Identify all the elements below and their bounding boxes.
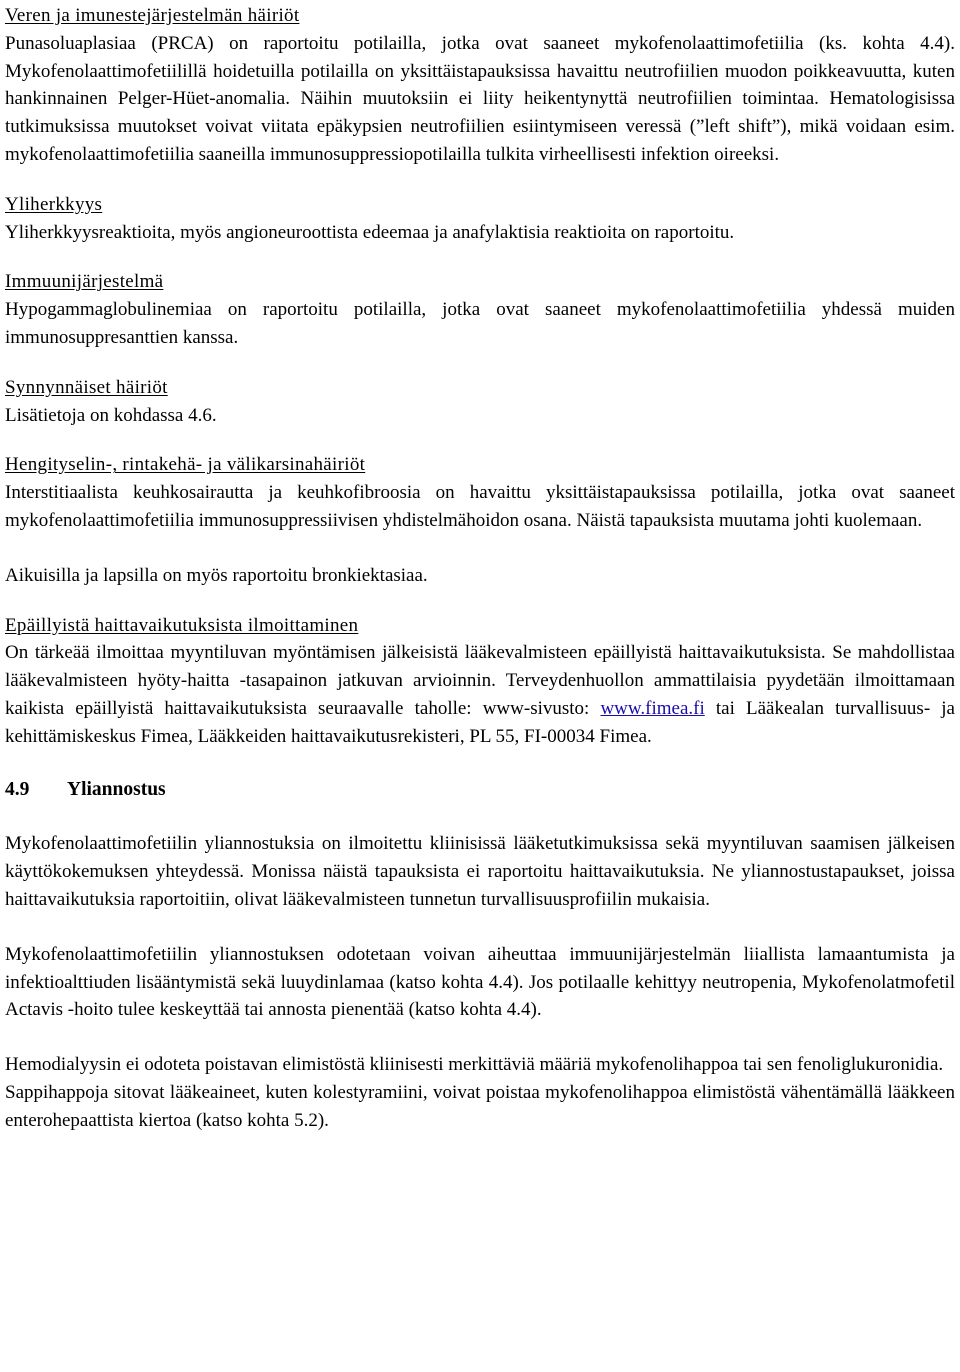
section-respiratory: [5, 451, 955, 589]
section-congenital: [5, 374, 955, 430]
section-title-text: Yliannostus: [67, 778, 166, 800]
overdose-paragraph: Mykofenolaattimofetiilin yliannostuksia on ilmoitettu kliinisissä lääketutkimuksissa sekä myyntiluvan saamisen jälkeisen käyttökokemuksen yhteydessä. Monissa näistä tapauksista ei raportoitu haittavaikutuksia. Ne yliannostustapaukset, joissa haittavaikutuksia raportoitiin, olivat lääkevalmisteen tunnetun turvallisuusprofiilin mukaisia.: [5, 833, 955, 910]
section-body: Punasoluaplasiaa (PRCA) on raportoitu potilailla, jotka ovat saaneet mykofenolaattimofetiilia (ks. kohta 4.4). Mykofenolaattimofetiilillä hoidetuilla potilailla on yksittäistapauksissa havaittu neutrofiilien muodon poikkeavuutta, kuten hankinnainen Pelger-Hüet-anomalia. Näihin muutoksiin ei liity heikentynyttä neutrofiilien toimintaa. Hematologisissa tutkimuksissa muutokset voivat viitata epäkypsien neutrofiilien esiintymiseen veressä (”left shift”), mikä voidaan esim. mykofenolaattimofetiilia saaneilla immunosuppressiopotilailla tulkita virheellisesti infektion oireeksi.: [5, 32, 955, 165]
section-hypersensitivity: [5, 191, 955, 247]
section-immune-system: [5, 268, 955, 351]
section-heading: Epäillyistä haittavaikutuksista ilmoittaminen: [5, 614, 359, 636]
section-heading: Veren ja imunestejärjestelmän häiriöt: [5, 5, 300, 26]
overdose-paragraph: Sappihappoja sitovat lääkeaineet, kuten kolestyramiini, voivat poistaa mykofenolihappoa elimistöstä vähentämällä lääkkeen enterohepaattista kiertoa (katso kohta 5.2).: [5, 1081, 955, 1131]
section-heading: Yliherkkyys: [5, 193, 103, 215]
document-page: [5, 2, 955, 1135]
section-title-overdose: [5, 776, 955, 804]
fimea-link[interactable]: www.fimea.fi: [600, 697, 705, 719]
section-heading: Immuunijärjestelmä: [5, 271, 164, 293]
section-reporting: [5, 612, 955, 751]
reporting-text-before: On tärkeää ilmoittaa myyntiluvan myöntämisen jälkeisistä lääkevalmisteen epäillyistä haittavaikutuksista. Se mahdollistaa lääkevalmisteen hyöty-haitta -tasapainon jatkuvan arvioinnin. Terveydenhuollon ammattilaisia pyydetään ilmoittamaan kaikista epäillyistä haittavaikutuksista seuraavalle taholle: www-sivusto:: [5, 642, 955, 719]
section-body: Lisätietoja on kohdassa 4.6.: [5, 404, 217, 426]
overdose-paragraph: Mykofenolaattimofetiilin yliannostuksen odotetaan voivan aiheuttaa immuunijärjestelmän liiallista lamaantumista ja infektioalttiuden lisääntymistä sekä luuydinlamaa (katso kohta 4.4). Jos potilaalle kehittyy neutropenia, Mykofenolatmofetil Actavis -hoito tulee keskeyttää tai annosta pienentää (katso kohta 4.4).: [5, 943, 955, 1021]
section-body: Yliherkkyysreaktioita, myös angioneuroottista edeemaa ja anafylaktisia reaktioita on raportoitu.: [5, 221, 735, 243]
overdose-paragraph: Hemodialyysin ei odoteta poistavan elimistöstä kliinisesti merkittäviä määriä mykofenolihappoa tai sen fenoliglukuronidia.: [5, 1054, 944, 1076]
section-body: Hypogammaglobulinemiaa on raportoitu potilailla, jotka ovat saaneet mykofenolaattimofetiilia yhdessä muiden immunosuppresanttien kanssa.: [5, 299, 955, 348]
section-heading: Hengityselin-, rintakehä- ja välikarsinahäiriöt: [5, 454, 366, 476]
reporting-text-after: tai Lääkealan turvallisuus- ja kehittämiskeskus Fimea, Lääkkeiden haittavaikutusrekisteri, PL 55, FI-00034 Fimea.: [5, 697, 955, 747]
section-heading: Synnynnäiset häiriöt: [5, 376, 168, 398]
section-number: 4.9: [5, 778, 30, 800]
section-blood-disorders: [5, 2, 955, 169]
section-extra: Aikuisilla ja lapsilla on myös raportoitu bronkiektasiaa.: [5, 564, 428, 586]
reporting-body: [5, 639, 955, 750]
section-body: Interstitiaalista keuhkosairautta ja keuhkofibroosia on havaittu yksittäistapauksissa potilailla, jotka ovat saaneet mykofenolaattimofetiilia immunosuppressiivisen yhdistelmähoidon osana. Näistä tapauksista muutama johti kuolemaan.: [5, 482, 955, 531]
